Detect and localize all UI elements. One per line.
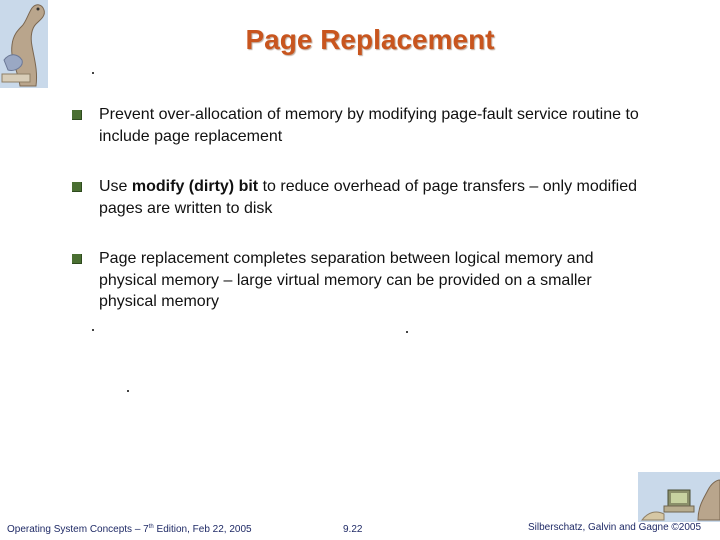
decorative-dot: [127, 390, 129, 392]
bullet-list: [70, 104, 650, 313]
square-bullet-icon: [72, 254, 82, 264]
bullet-text: Prevent over-allocation of memory by modifying page-fault service routine to include page replacement: [99, 106, 639, 145]
footer-page-number: 9.22: [343, 524, 363, 535]
footer-copyright: Silberschatz, Galvin and Gagne ©2005: [528, 522, 702, 533]
bullet-item: [70, 104, 650, 147]
bullet-text: Use: [99, 178, 132, 195]
bullet-item: [70, 248, 650, 313]
dinosaur-logo-icon: [0, 0, 48, 88]
decorative-dot: [406, 331, 408, 333]
bullet-bold-term: modify (dirty) bit: [131, 178, 259, 195]
footer-book-title: Operating System Concepts – 7th Edition, Feb 22, 2005: [7, 524, 252, 535]
bullet-text: to reduce overhead of page transfers – only modified pages are written to disk: [99, 178, 638, 217]
decorative-dot: [92, 329, 94, 331]
slide-title: Page Replacement: [245, 24, 495, 55]
footer: [0, 518, 720, 540]
square-bullet-icon: [72, 110, 82, 120]
bullet-text: Page replacement completes separation between logical memory and physical memory – large virtual memory can be provided on a smaller physical memory: [99, 250, 594, 310]
dinosaur-computer-icon: [638, 472, 720, 522]
decorative-dot: [92, 72, 94, 74]
bullet-item: [70, 176, 650, 219]
square-bullet-icon: [72, 182, 82, 192]
